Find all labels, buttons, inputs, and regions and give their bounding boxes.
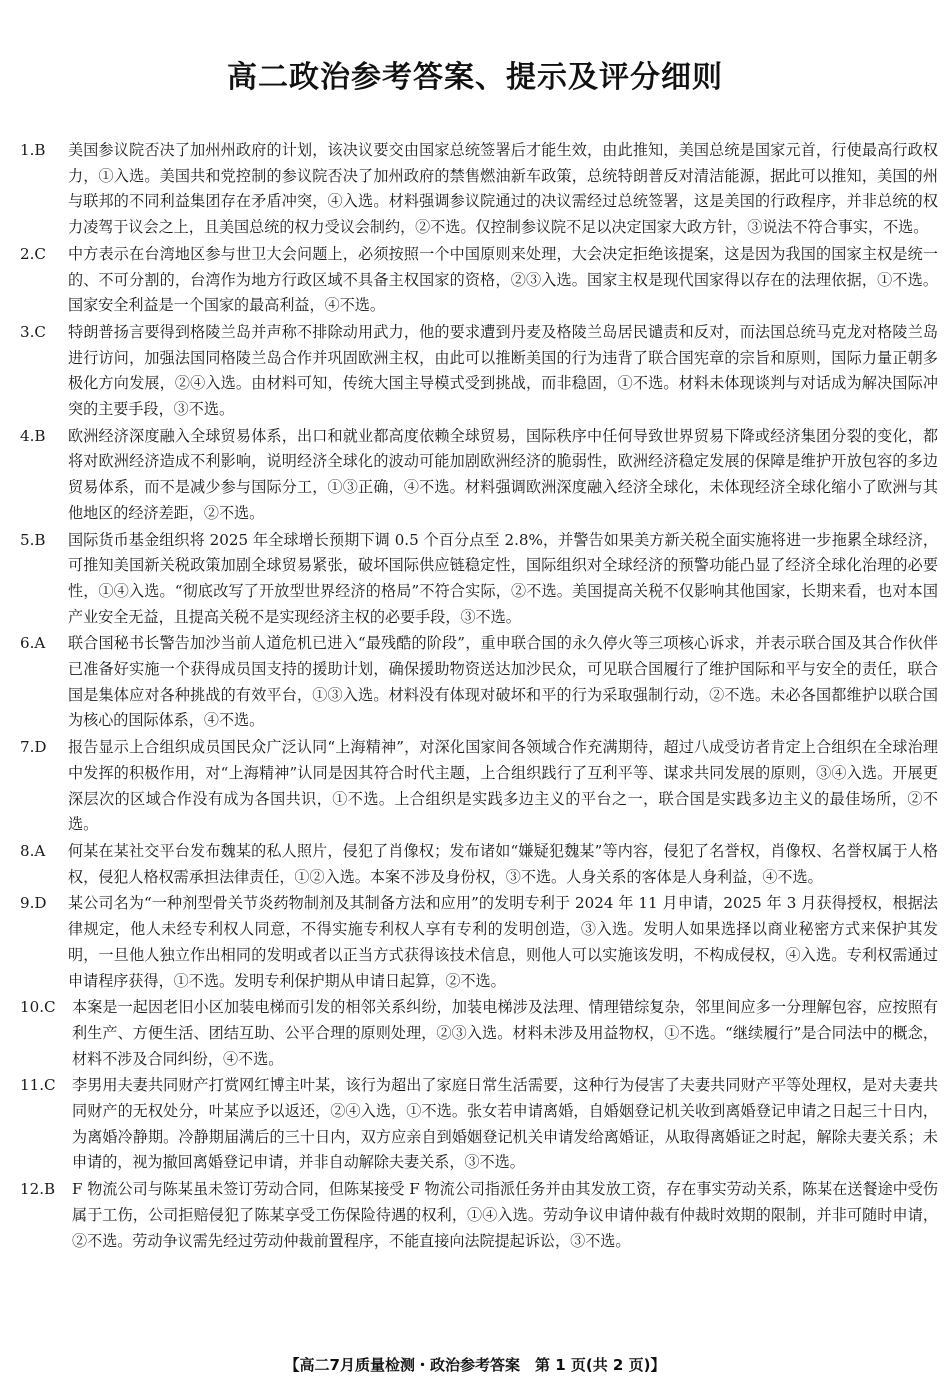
answer-explanation: 李男用夫妻共同财产打赏网红博主叶某，该行为超出了家庭日常生活需要，这种行为侵害了夫妻共同财产平等处理权，是对夫妻共同财产的无权处分，叶某应予以返还，②④入选，①不选。张女若申请离婚，自婚姻登记机关收到离婚登记申请之日起三十日内，为离婚冷静期。冷静期届满后的三十日内，双方应亲自到婚姻登记机关申请发给离婚证，从取得离婚证之时起，解除夫妻关系；未申请的，视为撤回离婚登记申请，并非自动解除夫妻关系，③不选。 [72, 1076, 938, 1172]
answer-number: 4.B [20, 426, 46, 445]
answer-item-4 [20, 424, 938, 527]
answer-number: 9.D [20, 894, 47, 913]
answer-item-7 [20, 735, 938, 838]
answer-explanation: 本案是一起因老旧小区加装电梯而引发的相邻关系纠纷，加装电梯涉及法理、情理错综复杂，邻里间应多一分理解包容，应按照有利生产、方便生活、团结互助、公平合理的原则处理，②③入选。材料未涉及用益物权，①不选。“继续履行”是合同法中的概念，材料不涉及合同纠纷，④不选。 [72, 998, 938, 1068]
answer-explanation: 特朗普扬言要得到格陵兰岛并声称不排除动用武力，他的要求遭到丹麦及格陵兰岛居民谴责和反对，而法国总统马克龙对格陵兰岛进行访问，加强法国同格陵兰岛合作并巩固欧洲主权，由此可以推断美国的行为违背了联合国宪章的宗旨和原则，国际力量正朝多极化方向发展，②④入选。由材料可知，传统大国主导模式受到挑战，而非稳固，①不选。材料未体现谈判与对话成为解决国际冲突的主要手段，③不选。 [68, 322, 938, 419]
answer-number: 6.A [20, 634, 46, 653]
document-title: 高二政治参考答案、提示及评分细则 [227, 60, 723, 95]
answer-item-12 [20, 1177, 938, 1254]
answer-item-2 [20, 242, 938, 319]
answer-item-11 [20, 1073, 938, 1176]
answer-explanation: F 物流公司与陈某虽未签订劳动合同，但陈某接受 F 物流公司指派任务并由其发放工资，存在事实劳动关系，陈某在送餐途中受伤属于工伤，公司拒赔侵犯了陈某享受工伤保险待遇的权利，①④入选。劳动争议申请仲裁有仲裁时效期的限制，并非可随时申请，②不选。劳动争议需先经过劳动仲裁前置程序，不能直接向法院提起诉讼，③不选。 [72, 1180, 938, 1250]
answer-number: 3.C [20, 322, 46, 341]
answer-explanation: 何某在某社交平台发布魏某的私人照片，侵犯了肖像权；发布诸如“嫌疑犯魏某”等内容，侵犯了名誉权，肖像权、名誉权属于人格权，侵犯人格权需承担法律责任，①②入选。本案不涉及身份权，③不选。人身关系的客体是人身利益，④不选。 [68, 841, 938, 886]
answer-number: 2.C [20, 244, 46, 263]
answer-item-5 [20, 528, 938, 631]
answer-item-8 [20, 839, 938, 890]
answer-number: 7.D [20, 738, 47, 757]
answer-number: 1.B [20, 141, 46, 159]
answer-explanation: 中方表示在台湾地区参与世卫大会问题上，必须按照一个中国原则来处理，大会决定拒绝该提案，这是因为我国的国家主权是统一的、不可分割的，台湾作为地方行政区域不具备主权国家的资格，②③入选。国家主权是现代国家得以存在的法理依据，①不选。国家安全利益是一个国家的最高利益，④不选。 [68, 244, 938, 315]
answer-number: 5.B [20, 530, 46, 549]
answer-explanation: 报告显示上合组织成员国民众广泛认同“上海精神”，对深化国家间各领域合作充满期待，超过八成受访者肯定上合组织在全球治理中发挥的积极作用，对“上海精神”认同是因其符合时代主题，上合组织践行了互利平等、谋求共同发展的原则，③④入选。开展更深层次的区域合作没有成为各国共识，①不选。上合组织是实践多边主义的平台之一，联合国是实践多边主义的最佳场所，②不选。 [68, 738, 938, 834]
answer-explanation: 美国参议院否决了加州州政府的计划，该决议要交由国家总统签署后才能生效，由此推知，美国总统是国家元首，行使最高行政权力，①入选。美国共和党控制的参议院否决了加州政府的禁售燃油新车政策，总统特朗普反对清洁能源，据此可以推知，美国的州与联邦的不同利益集团存在矛盾冲突，④入选。材料强调参议院通过的决议需经过总统签署，这是美国的行政程序，并非总统的权力凌驾于议会之上，且美国总统的权力受议会制约，②不选。仅控制参议院不足以决定国家大政方针，③说法不符合事实，不选。 [68, 141, 938, 237]
answer-list [20, 138, 938, 1255]
page-footer: 【高二7月质量检测・政治参考答案 第 1 页(共 2 页)】 [284, 1356, 666, 1374]
answer-item-9 [20, 891, 938, 994]
answer-explanation: 欧洲经济深度融入全球贸易体系，出口和就业都高度依赖全球贸易，国际秩序中任何导致世界贸易下降或经济集团分裂的变化，都将对欧洲经济造成不利影响，说明经济全球化的波动可能加剧欧洲经济的脆弱性，欧洲经济稳定发展的保障是维护开放包容的多边贸易体系，而不是减少参与国际分工，①③正确，④不选。材料强调欧洲深度融入经济全球化，未体现经济全球化缩小了欧洲与其他地区的经济差距，②不选。 [68, 426, 938, 522]
answer-explanation: 国际货币基金组织将 2025 年全球增长预期下调 0.5 个百分点至 2.8%，并警告如果美方新关税全面实施将进一步拖累全球经济，可推知美国新关税政策加剧全球贸易紧张，破坏国际供应链稳定性，国际组织对全球经济的预警功能凸显了经济全球化治理的必要性，①④入选。“彻底改写了开放型世界经济的格局”不符合实际，②不选。美国提高关税不仅影响其他国家，长期来看，也对本国产业安全无益，且提高关税不是实现经济主权的必要手段，③不选。 [68, 530, 938, 626]
answer-item-10 [20, 995, 938, 1072]
answer-number: 10.C [20, 998, 56, 1017]
answer-item-6 [20, 631, 938, 734]
answer-explanation: 某公司名为“一种剂型骨关节炎药物制剂及其制备方法和应用”的发明专利于 2024 年 11 月申请，2025 年 3 月获得授权，根据法律规定，他人未经专利权人同意，不得实施专利权人享有专利的发明创造，③入选。发明人如果选择以商业秘密方式来保护其发明，一旦他人独立作出相同的发明或者以正当方式获得该技术信息，则他人可以实施该发明，不构成侵权，④入选。专利权需通过申请程序获得，①不选。发明专利保护期从申请日起算，②不选。 [68, 894, 938, 990]
answer-number: 11.C [20, 1076, 56, 1095]
answer-item-3 [20, 320, 938, 423]
answer-number: 8.A [20, 841, 46, 860]
answer-explanation: 联合国秘书长警告加沙当前人道危机已进入“最残酷的阶段”，重申联合国的永久停火等三项核心诉求，并表示联合国及其合作伙伴已准备好实施一个获得成员国支持的援助计划，确保援助物资送达加沙民众，可见联合国履行了维护国际和平与安全的责任，联合国是集体应对各种挑战的有效平台，①③入选。材料没有体现对破坏和平的行为采取强制行动，②不选。未必各国都维护以联合国为核心的国际体系，④不选。 [68, 634, 938, 730]
answer-number: 12.B [20, 1180, 56, 1199]
answer-item-1 [20, 138, 938, 241]
